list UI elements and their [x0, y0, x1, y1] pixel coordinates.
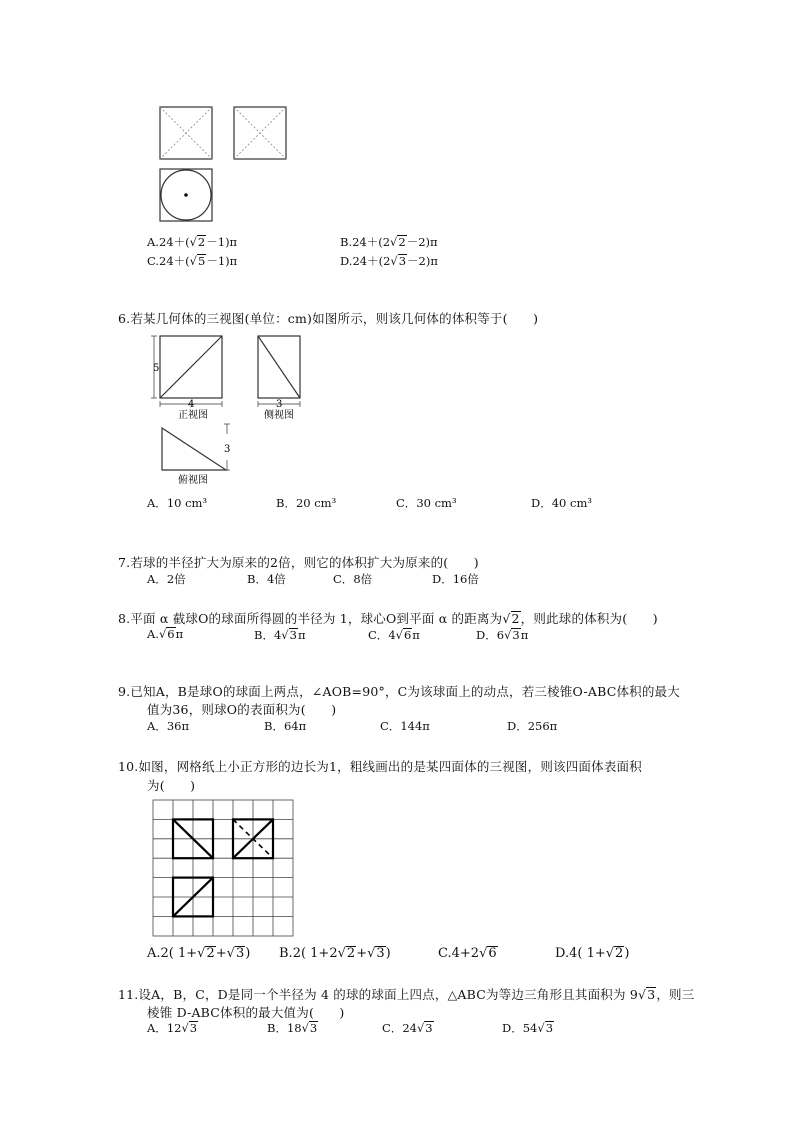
q5-three-view-figure	[155, 103, 295, 225]
q6-front-width-label: 4	[188, 399, 195, 410]
q10-question-line1: 10.如图，网格纸上小正方形的边长为1，粗线画出的是某四面体的三视图，则该四面体表面积	[118, 759, 642, 774]
q11-option-b[interactable]: B．18√3	[267, 1021, 318, 1035]
q9-option-a[interactable]: A．36π	[147, 719, 190, 733]
q6-option-b[interactable]: B．20 cm³	[276, 496, 337, 510]
q9-option-d[interactable]: D．256π	[507, 719, 558, 733]
q5-option-a[interactable]: A.24＋(√2－1)π	[147, 235, 238, 249]
q6-question: 6.若某几何体的三视图(单位：cm)如图所示，则该几何体的体积等于( )	[118, 311, 539, 326]
q11-option-a[interactable]: A．12√3	[147, 1021, 198, 1035]
q7-option-c[interactable]: C．8倍	[333, 572, 373, 586]
q10-grid-figure	[152, 799, 296, 939]
q8-option-b[interactable]: B．4√3π	[254, 628, 306, 642]
q5-option-b[interactable]: B.24＋(2√2－2)π	[340, 235, 438, 249]
q6-top-height-label: 3	[224, 444, 231, 455]
q10-option-b[interactable]: B.2( 1+2√2+√3)	[279, 946, 391, 961]
q11-question-line1: 11.设A，B，C，D是同一个半径为 4 的球的球面上四点，△ABC为等边三角形且其面积为 9√3，则三	[118, 987, 695, 1002]
q7-option-b[interactable]: B．4倍	[247, 572, 286, 586]
q6-front-view-label: 正视图	[178, 410, 208, 421]
q10-option-d[interactable]: D.4( 1+√2)	[555, 946, 630, 961]
q6-side-view-label: 侧视图	[264, 410, 294, 421]
q7-question: 7.若球的半径扩大为原来的2倍，则它的体积扩大为原来的( )	[118, 555, 479, 570]
q8-question: 8.平面 α 截球O的球面所得圆的半径为 1，球心O到平面 α 的距离为√2，则此球的体积为( )	[118, 611, 658, 626]
q8-option-c[interactable]: C．4√6π	[368, 628, 420, 642]
q7-option-a[interactable]: A．2倍	[147, 572, 186, 586]
q9-option-b[interactable]: B．64π	[264, 719, 307, 733]
q7-option-d[interactable]: D．16倍	[432, 572, 479, 586]
q10-option-c[interactable]: C.4+2√6	[438, 946, 497, 961]
q10-option-a[interactable]: A.2( 1+√2+√3)	[147, 946, 251, 961]
q6-side-width-label: 3	[276, 399, 283, 410]
q10-question-line2: 为( )	[147, 778, 196, 793]
q6-option-c[interactable]: C．30 cm³	[396, 496, 457, 510]
q9-question-line2: 值为36，则球O的表面积为( )	[147, 702, 337, 717]
q8-option-d[interactable]: D．6√3π	[476, 628, 529, 642]
q8-option-a[interactable]: A.√6π	[147, 627, 184, 641]
q6-option-a[interactable]: A．10 cm³	[147, 496, 208, 510]
q6-front-height-label: 5	[153, 363, 160, 374]
q5-option-c[interactable]: C.24＋(√5－1)π	[147, 254, 238, 268]
q5-option-d[interactable]: D.24＋(2√3－2)π	[340, 254, 438, 268]
q6-top-view-label: 俯视图	[178, 475, 208, 486]
q11-question-line2: 棱锥 D-ABC体积的最大值为( )	[147, 1005, 345, 1020]
q11-option-c[interactable]: C．24√3	[382, 1021, 433, 1035]
q11-option-d[interactable]: D．54√3	[502, 1021, 554, 1035]
q9-question-line1: 9.已知A，B是球O的球面上两点，∠AOB=90°，C为该球面上的动点，若三棱锥O-ABC体积的最大	[118, 684, 680, 699]
q6-three-view-figure	[150, 332, 310, 486]
q6-option-d[interactable]: D．40 cm³	[531, 496, 592, 510]
q9-option-c[interactable]: C．144π	[380, 719, 430, 733]
